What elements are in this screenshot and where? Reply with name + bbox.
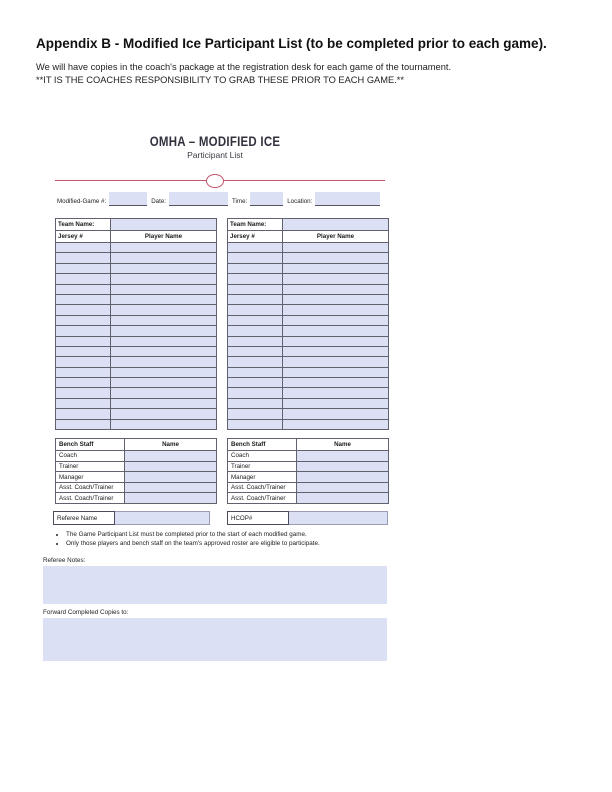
game-number-input[interactable] [109,192,147,206]
name-column-header: Name [297,439,389,451]
roster-row [56,326,217,336]
jersey-cell[interactable] [228,294,283,304]
roster-header-row [228,231,389,243]
bench-row [56,461,217,472]
player-name-cell[interactable] [283,243,389,253]
jersey-cell[interactable] [56,346,111,356]
roster-row [228,274,389,284]
player-name-cell[interactable] [111,357,217,367]
bench-row [228,461,389,472]
player-name-cell[interactable] [111,346,217,356]
jersey-cell[interactable] [228,253,283,263]
jersey-cell[interactable] [56,305,111,315]
bench-role-label: Coach [228,451,297,462]
player-name-cell[interactable] [283,346,389,356]
player-name-cell[interactable] [111,388,217,398]
jersey-cell[interactable] [56,419,111,429]
hcop-label: HCOP# [227,511,289,525]
referee-name-group [53,511,210,525]
bench-role-label: Asst. Coach/Trainer [228,482,297,493]
roster-row [228,294,389,304]
bench-staff-column-header: Bench Staff [56,439,125,451]
bench-name-cell[interactable] [125,482,217,493]
player-name-cell[interactable] [111,315,217,325]
player-name-cell[interactable] [283,398,389,408]
team-name-row [228,219,389,231]
bench-role-label: Asst. Coach/Trainer [56,493,125,504]
game-info-row [57,192,390,206]
team-name-input[interactable] [283,219,389,231]
roster-row [56,378,217,388]
roster-row [228,367,389,377]
roster-row [56,346,217,356]
form-instructions-list [66,531,390,549]
roster-row [228,419,389,429]
player-name-cell[interactable] [283,263,389,273]
bench-role-label: Trainer [56,461,125,472]
bench-row [56,472,217,483]
bench-name-cell[interactable] [125,493,217,504]
roster-row [56,274,217,284]
jersey-column-header: Jersey # [228,231,283,243]
time-input[interactable] [250,192,283,206]
bench-row [56,482,217,493]
header-divider [40,172,390,188]
roster-row [228,253,389,263]
roster-row [228,305,389,315]
location-label: Location: [287,198,313,205]
jersey-cell[interactable] [56,274,111,284]
bench-name-cell[interactable] [297,472,389,483]
hcop-input[interactable] [289,511,388,525]
jersey-cell[interactable] [228,409,283,419]
player-name-cell[interactable] [111,305,217,315]
bench-row [56,451,217,462]
roster-row [56,398,217,408]
jersey-cell[interactable] [56,263,111,273]
jersey-cell[interactable] [228,346,283,356]
bench-row [228,493,389,504]
forward-copies-label: Forward Completed Copies to: [43,608,129,616]
referee-name-label: Referee Name [53,511,115,525]
jersey-cell[interactable] [228,315,283,325]
roster-row [56,357,217,367]
jersey-cell[interactable] [228,243,283,253]
roster-row [56,419,217,429]
page-title: Appendix B - Modified Ice Participant List (to be completed prior to each game). [36,36,547,51]
intro-paragraph [36,61,581,87]
roster-row [56,409,217,419]
jersey-cell[interactable] [228,419,283,429]
bench-role-label: Asst. Coach/Trainer [228,493,297,504]
player-name-cell[interactable] [111,284,217,294]
player-name-cell[interactable] [111,274,217,284]
roster-row [228,263,389,273]
bench-row [228,451,389,462]
team-name-label: Team Name: [228,219,283,231]
player-name-cell[interactable] [283,326,389,336]
player-name-cell[interactable] [283,305,389,315]
game-number-label: Modified-Game #: [57,198,107,205]
player-name-cell[interactable] [111,294,217,304]
jersey-cell[interactable] [228,274,283,284]
instruction-item: • Only those players and bench staff on the team's approved roster are eligible to participate. [66,540,390,549]
roster-row [56,305,217,315]
bench-name-cell[interactable] [125,461,217,472]
roster-row [228,398,389,408]
jersey-cell[interactable] [56,326,111,336]
bench-role-label: Asst. Coach/Trainer [56,482,125,493]
roster-header-row [56,231,217,243]
bench-staff-table-home [55,438,217,504]
roster-tables-row [55,218,390,430]
bench-role-label: Manager [228,472,297,483]
jersey-cell[interactable] [228,305,283,315]
bench-staff-row [55,438,390,504]
instruction-item: • The Game Participant List must be completed prior to the start of each modified game. [66,531,390,540]
jersey-cell[interactable] [228,367,283,377]
bench-name-cell[interactable] [297,493,389,504]
participant-list-form [40,133,390,661]
roster-row [56,388,217,398]
player-name-cell[interactable] [283,336,389,346]
jersey-column-header: Jersey # [56,231,111,243]
player-name-cell[interactable] [111,367,217,377]
team-name-input[interactable] [111,219,217,231]
date-input[interactable] [169,192,228,206]
roster-row [228,346,389,356]
bench-staff-column-header: Bench Staff [228,439,297,451]
roster-row [228,243,389,253]
roster-row [56,253,217,263]
roster-row [56,263,217,273]
jersey-cell[interactable] [56,284,111,294]
player-name-cell[interactable] [111,263,217,273]
player-name-cell[interactable] [283,388,389,398]
jersey-cell[interactable] [56,253,111,263]
bench-row [56,493,217,504]
jersey-cell[interactable] [56,336,111,346]
player-name-cell[interactable] [111,336,217,346]
roster-row [228,315,389,325]
jersey-cell[interactable] [228,326,283,336]
bench-name-cell[interactable] [297,451,389,462]
player-name-cell[interactable] [283,419,389,429]
jersey-cell[interactable] [56,294,111,304]
roster-row [56,315,217,325]
bench-name-cell[interactable] [125,472,217,483]
form-title: OMHA – MODIFIED ICE [149,133,281,149]
jersey-cell[interactable] [228,388,283,398]
roster-row [228,357,389,367]
bench-role-label: Trainer [228,461,297,472]
form-subtitle: Participant List [187,150,243,160]
jersey-cell[interactable] [228,263,283,273]
roster-row [228,336,389,346]
roster-row [228,326,389,336]
bench-name-cell[interactable] [297,482,389,493]
jersey-cell[interactable] [56,367,111,377]
player-name-cell[interactable] [283,284,389,294]
name-column-header: Name [125,439,217,451]
referee-notes-label: Referee Notes: [43,556,86,564]
roster-table-away [227,218,389,430]
team-name-row [56,219,217,231]
player-name-cell[interactable] [283,367,389,377]
intro-line-2: **IT IS THE COACHES RESPONSIBILITY TO GRAB THESE PRIOR TO EACH GAME.** [36,75,405,85]
forward-copies-box[interactable] [43,618,387,661]
roster-row [228,284,389,294]
player-name-cell[interactable] [111,326,217,336]
roster-row [56,336,217,346]
roster-row [228,409,389,419]
bench-role-label: Manager [56,472,125,483]
jersey-cell[interactable] [56,357,111,367]
jersey-cell[interactable] [56,409,111,419]
player-name-cell[interactable] [111,378,217,388]
roster-row [56,367,217,377]
jersey-cell[interactable] [228,357,283,367]
player-name-cell[interactable] [283,315,389,325]
roster-row [56,294,217,304]
bench-row [228,472,389,483]
team-name-label: Team Name: [56,219,111,231]
jersey-cell[interactable] [228,336,283,346]
roster-row [56,284,217,294]
bench-header-row [228,439,389,451]
officials-row [53,511,390,525]
bench-name-cell[interactable] [125,451,217,462]
player-name-cell[interactable] [283,409,389,419]
jersey-cell[interactable] [56,378,111,388]
intro-line-1: We will have copies in the coach's package at the registration desk for each game of the tournament. [36,62,452,72]
referee-notes-box[interactable] [43,566,387,604]
hcop-group [227,511,388,525]
time-label: Time: [231,198,248,205]
bench-name-cell[interactable] [297,461,389,472]
roster-row [56,243,217,253]
player-name-column-header: Player Name [283,231,389,243]
bench-header-row [56,439,217,451]
document-header [36,36,581,87]
jersey-cell[interactable] [56,398,111,408]
bench-staff-table-away [227,438,389,504]
player-name-cell[interactable] [111,409,217,419]
bench-row [228,482,389,493]
jersey-cell[interactable] [56,315,111,325]
player-name-cell[interactable] [283,357,389,367]
player-name-cell[interactable] [283,294,389,304]
player-name-cell[interactable] [111,253,217,263]
date-label: Date: [151,198,166,205]
bench-role-label: Coach [56,451,125,462]
player-name-cell[interactable] [283,378,389,388]
divider-circle-ornament [206,174,224,188]
player-name-cell[interactable] [111,243,217,253]
location-input[interactable] [315,192,380,206]
jersey-cell[interactable] [228,398,283,408]
player-name-cell[interactable] [283,274,389,284]
jersey-cell[interactable] [228,284,283,294]
roster-row [228,388,389,398]
player-name-column-header: Player Name [111,231,217,243]
jersey-cell[interactable] [56,243,111,253]
player-name-cell[interactable] [111,419,217,429]
player-name-cell[interactable] [111,398,217,408]
player-name-cell[interactable] [283,253,389,263]
jersey-cell[interactable] [228,378,283,388]
referee-name-input[interactable] [115,511,210,525]
roster-table-home [55,218,217,430]
roster-row [228,378,389,388]
jersey-cell[interactable] [56,388,111,398]
